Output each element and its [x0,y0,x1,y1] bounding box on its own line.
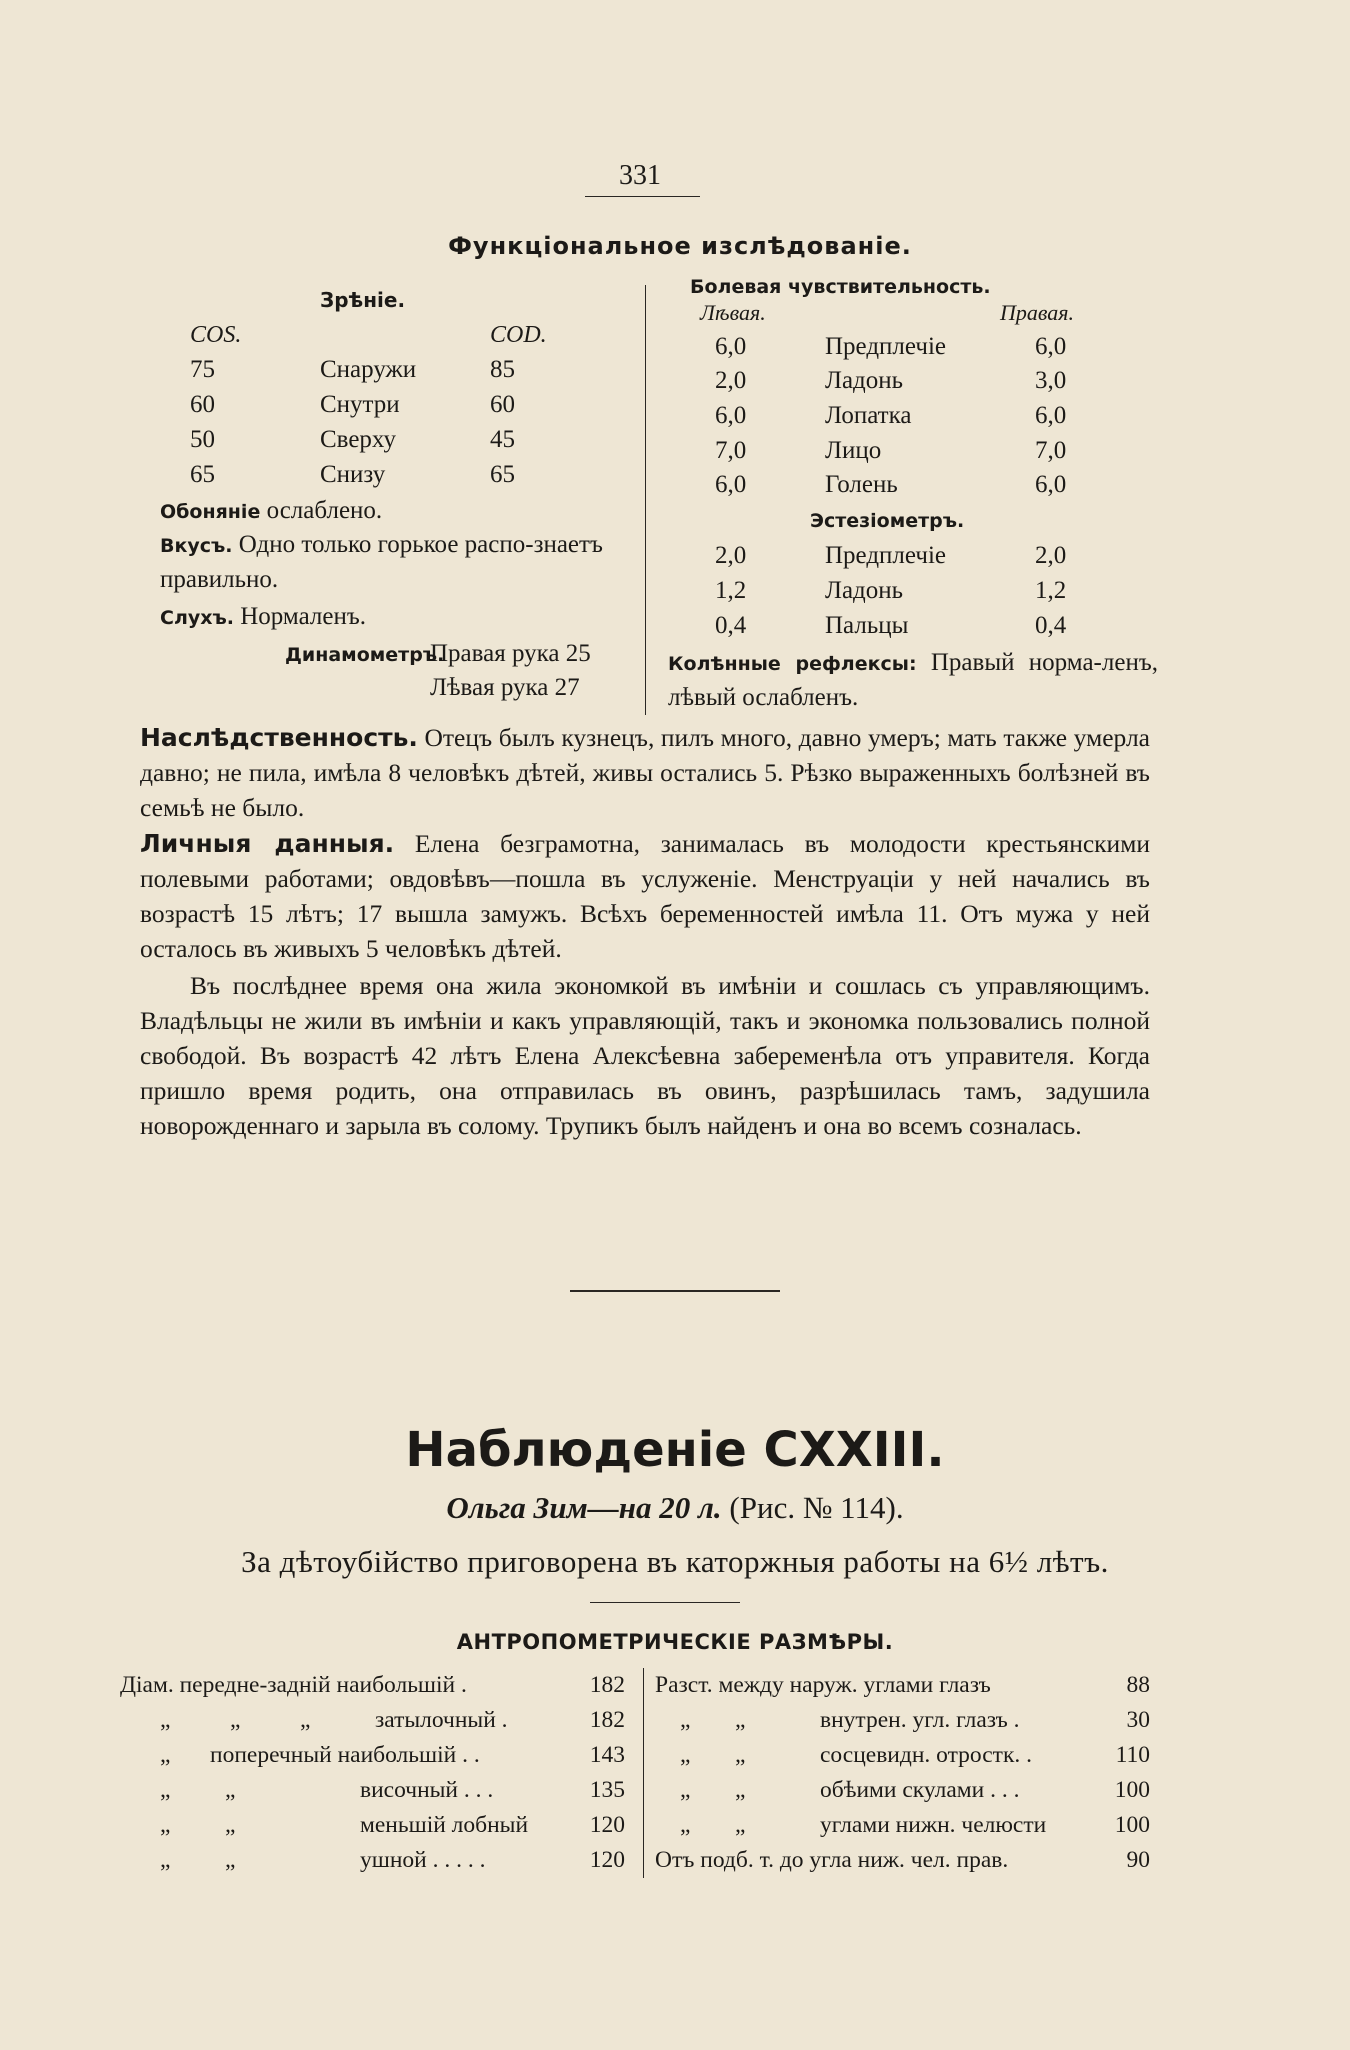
measure-value: 182 [589,1672,625,1698]
esthesiometer-label: Ладонь [825,577,904,604]
anthropometry-row [655,1742,1150,1776]
vision-right-value: 85 [490,356,515,383]
vision-right-value: 60 [490,391,515,418]
pain-title: Болевая чувствительность. [690,276,991,298]
ditto-mark: „ [735,1777,746,1803]
ditto-mark: „ [225,1812,236,1838]
measure-value: 182 [589,1707,625,1733]
vision-left-value: 65 [190,461,215,488]
sentence-rule [590,1602,740,1603]
measure-label: ушной . . . . . [360,1847,486,1873]
pain-right-value: 6,0 [1035,333,1067,360]
vision-left-value: 50 [190,426,215,453]
anthropometry-row [655,1707,1150,1741]
esthesiometer-right-value: 1,2 [1035,577,1067,604]
measure-value: 30 [1126,1707,1150,1733]
smell-text: ослаблено. [260,497,383,524]
measure-label: затылочный . [375,1707,508,1733]
observation-title: Наблюденіе CXXIII. [405,1422,945,1478]
measure-label: сосцевидн. отростк. . [820,1742,1032,1768]
ditto-mark: „ [160,1812,171,1838]
pain-row [715,402,1115,436]
smell-line [160,494,630,529]
ditto-mark: „ [680,1707,691,1733]
esthesiometer-right-value: 2,0 [1035,542,1067,569]
vision-left-value: 60 [190,391,215,418]
esthesiometer-left-value: 1,2 [715,577,747,604]
esthesiometer-row [715,612,1115,646]
pain-row [715,333,1115,367]
pain-right-value: 3,0 [1035,367,1067,394]
taste-heading: Вкусъ. [160,535,233,557]
page-number-rule [585,196,700,197]
ditto-mark: „ [225,1847,236,1873]
pain-header-right: Правая. [1000,300,1075,325]
measure-value: 100 [1114,1777,1150,1803]
vision-label: Снизу [320,461,386,488]
smell-heading: Обоняніе [160,501,261,523]
anthropometry-row [120,1777,625,1811]
measure-label: Разст. между наруж. углами глазъ [655,1672,991,1698]
anthropometry-row [655,1812,1150,1846]
observation-subject: Ольга Зим—на 20 л. [446,1490,722,1525]
dynamometer-right: Правая рука 25 [430,640,591,667]
personal-data-paragraph [140,826,1150,966]
pain-label: Лицо [825,437,882,464]
vision-left-value: 75 [190,356,215,383]
vision-right-value: 45 [490,426,515,453]
measure-value: 90 [1126,1847,1150,1873]
vision-header-right: COD. [490,322,547,348]
pain-header-left: Лѣвая. [700,300,766,325]
pain-right-value: 7,0 [1035,437,1067,464]
measure-label: Отъ подб. т. до угла ниж. чел. прав. [655,1847,1009,1873]
anthropometry-row [655,1777,1150,1811]
hearing-line [160,600,630,635]
reflexes-paragraph [668,646,1158,715]
pain-left-value: 6,0 [715,471,747,498]
vision-right-value: 65 [490,461,515,488]
ditto-mark: „ [160,1847,171,1873]
pain-label: Предплечіе [825,333,946,360]
pain-left-value: 6,0 [715,402,747,429]
pain-label: Голень [825,471,898,498]
observation-figure-ref: (Рис. № 114). [721,1490,904,1525]
measure-label: обѣими скулами . . . [820,1777,1020,1803]
personal-data-heading: Личныя данныя. [140,829,395,858]
ditto-mark: „ [680,1812,691,1838]
observation-subtitle [240,1490,1110,1526]
ditto-mark: „ [680,1742,691,1768]
ditto-mark: „ [735,1742,746,1768]
vision-header-left: COS. [190,322,242,348]
pain-row [715,367,1115,401]
vision-row [190,356,590,390]
ditto-mark: „ [160,1742,171,1768]
ditto-mark: „ [735,1707,746,1733]
ditto-mark: „ [225,1777,236,1803]
anthropometry-row [120,1812,625,1846]
esthesiometer-row [715,577,1115,611]
sentence-line: За дѣтоубійство приговорена въ каторжныя работы на 6½ лѣтъ. [241,1544,1109,1579]
reflexes-text: Правый норма-ленъ, лѣвый ослабленъ. [668,649,1158,711]
heredity-heading: Наслѣдственность. [140,723,418,752]
dynamometer-left: Лѣвая рука 27 [430,674,580,701]
section-divider [570,1290,780,1292]
vision-label: Сверху [320,426,396,453]
vision-label: Снаружи [320,356,417,383]
ditto-mark: „ [160,1707,171,1733]
personal-data-text: Елена безграмотна, занималась въ молодости крестьянскими полевыми работами; овдовѣвъ—пошла въ услуженіе. Менструаціи у ней начались въ возрастѣ 15 лѣтъ; 17 вышла замужъ. Всѣхъ беременностей имѣла 11. Отъ мужа у ней осталось въ живыхъ 5 человѣкъ дѣтей. [140,829,1150,963]
pain-row [715,471,1115,505]
anthropometry-row [120,1847,625,1881]
column-divider [645,285,646,715]
pain-row [715,437,1115,471]
pain-left-value: 6,0 [715,333,747,360]
anthropometry-row [120,1707,625,1741]
heredity-paragraph [140,720,1150,825]
measure-value: 120 [589,1847,625,1873]
measure-label: меньшій лобный [360,1812,529,1838]
anthropometry-column-divider [643,1668,644,1878]
pain-label: Ладонь [825,367,904,394]
section-title: Функціональное изслѣдованіе. [448,232,912,260]
esthesiometer-row [715,542,1115,576]
taste-line [160,528,630,597]
esthesiometer-left-value: 2,0 [715,542,747,569]
measure-value: 100 [1114,1812,1150,1838]
measure-label: внутрен. угл. глазъ . [820,1707,1020,1733]
esthesiometer-left-value: 0,4 [715,612,747,639]
measure-value: 110 [1115,1742,1150,1768]
esthesiometer-title: Эстезіометръ. [810,510,965,532]
esthesiometer-right-value: 0,4 [1035,612,1067,639]
taste-text: Одно только горькое распо-знаетъ правильно. [160,531,603,593]
vision-row [190,391,590,425]
esthesiometer-label: Пальцы [825,612,909,639]
measure-label: височный . . . [360,1777,494,1803]
anthropometry-row [655,1672,1150,1706]
ditto-mark: „ [680,1777,691,1803]
ditto-mark: „ [735,1812,746,1838]
pain-left-value: 2,0 [715,367,747,394]
anthropometry-title: АНТРОПОМЕТРИЧЕСКІЕ РАЗМѢРЫ. [456,1630,894,1654]
measure-label: поперечный наибольшій . . [210,1742,480,1768]
page-number: 331 [619,160,661,191]
measure-value: 135 [589,1777,625,1803]
esthesiometer-label: Предплечіе [825,542,946,569]
pain-right-value: 6,0 [1035,471,1067,498]
anthropometry-row [120,1672,625,1706]
measure-value: 120 [589,1812,625,1838]
story-paragraph: Въ послѣднее время она жила экономкой въ имѣніи и сошлась съ управляющимъ. Владѣльцы не жили въ имѣніи и какъ управляющій, такъ и экономка пользовались полной свободой. Въ возрастѣ 42 лѣтъ Елена Алексѣевна забеременѣла отъ управителя. Когда пришло время родить, она отправилась въ овинъ, разрѣшилась тамъ, задушила новорожденнаго и зарыла въ солому. Трупикъ былъ найденъ и она во всемъ созналась. [140,971,1150,1140]
dynamometer-heading: Динамометръ. [285,644,445,666]
measure-label: углами нижн. челюсти [820,1812,1047,1838]
ditto-mark: „ [160,1777,171,1803]
hearing-heading: Слухъ. [160,607,234,629]
vision-row [190,461,590,495]
vision-label: Снутри [320,391,400,418]
hearing-text: Нормаленъ. [234,603,367,630]
measure-value: 143 [589,1742,625,1768]
heredity-text: Отецъ былъ кузнецъ, пилъ много, давно умеръ; мать также умерла давно; не пила, имѣла 8 человѣкъ дѣтей, живы остались 5. Рѣзко выраженныхъ болѣзней въ семьѣ не было. [140,723,1150,822]
pain-left-value: 7,0 [715,437,747,464]
ditto-mark: „ [230,1707,241,1733]
reflexes-heading: Колѣнные рефлексы: [668,653,917,675]
anthropometry-row [120,1742,625,1776]
measure-label: Діам. передне-задній наибольшій . [120,1672,467,1698]
measure-value: 88 [1126,1672,1150,1698]
pain-right-value: 6,0 [1035,402,1067,429]
ditto-mark: „ [300,1707,311,1733]
vision-title: Зрѣніе. [320,288,406,312]
anthropometry-row [655,1847,1150,1881]
pain-label: Лопатка [825,402,912,429]
vision-row [190,426,590,460]
